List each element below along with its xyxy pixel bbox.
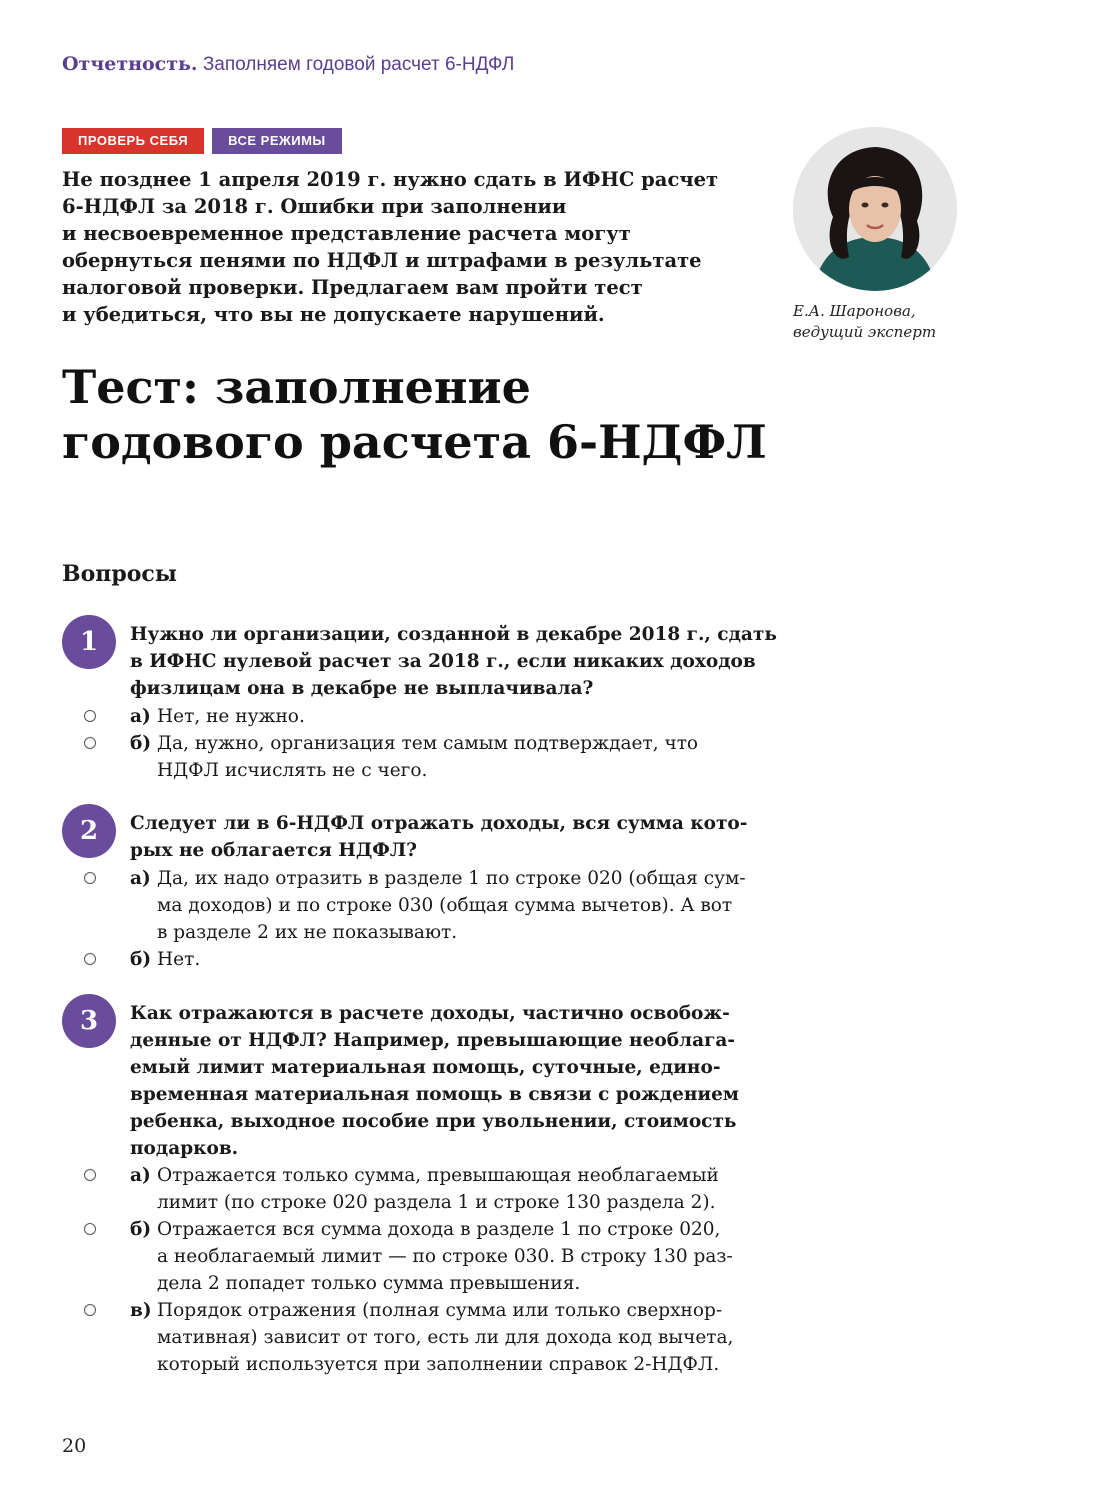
lead-line: Не позднее 1 апреля 2019 г. нужно сдать в ИФНС расчет	[62, 168, 719, 191]
author-name: Е.А. Шаронова,	[793, 302, 916, 320]
lead-paragraph	[62, 166, 752, 328]
question-line: физлицам она в декабре не выплачивала?	[130, 678, 594, 699]
question-line: Как отражаются в расчете доходы, частично освобож-	[130, 1003, 730, 1024]
author-photo	[793, 127, 957, 291]
question-number-badge: 3	[62, 994, 116, 1048]
answer-text	[157, 703, 742, 730]
lead-line: обернуться пенями по НДФЛ и штрафами в результате	[62, 249, 702, 272]
tag-all-regimes: ВСЕ РЕЖИМЫ	[212, 128, 342, 154]
radio-button[interactable]	[84, 872, 96, 884]
answer-line: Нет, не нужно.	[157, 706, 305, 727]
answer-letter: а)	[130, 1165, 151, 1186]
radio-button[interactable]	[84, 1223, 96, 1235]
answer-text	[157, 865, 746, 946]
author-portrait-icon	[793, 127, 957, 291]
answer-text	[157, 1162, 742, 1216]
answer-line: а необлагаемый лимит — по строке 030. В строку 130 раз-	[157, 1246, 733, 1267]
answer-letter: б)	[130, 733, 152, 754]
answer-text	[157, 946, 742, 973]
lead-line: налоговой проверки. Предлагаем вам пройти тест	[62, 276, 643, 299]
lead-line: и убедиться, что вы не допускаете нарушений.	[62, 303, 605, 326]
tags	[62, 128, 342, 154]
radio-button[interactable]	[84, 710, 96, 722]
answer-line: НДФЛ исчислять не с чего.	[157, 760, 428, 781]
radio-button[interactable]	[84, 737, 96, 749]
answer-line: Порядок отражения (полная сумма или только сверхнор-	[157, 1300, 723, 1321]
question-text	[130, 1000, 740, 1162]
answer-line: ма доходов) и по строке 030 (общая сумма вычетов). А вот	[157, 895, 733, 916]
answer-line: Да, нужно, организация тем самым подтверждает, что	[157, 733, 699, 754]
answer-line: Отражается вся сумма дохода в разделе 1 по строке 020,	[157, 1219, 721, 1240]
lead-line: 6-НДФЛ за 2018 г. Ошибки при заполнении	[62, 195, 567, 218]
question-number-badge: 2	[62, 804, 116, 858]
question-line: емый лимит материальная помощь, суточные, едино-	[130, 1057, 721, 1078]
author-role: ведущий эксперт	[793, 323, 937, 341]
author-caption	[793, 301, 936, 343]
answer-letter: б)	[130, 949, 152, 970]
answer-line: дела 2 попадет только сумма превышения.	[157, 1273, 581, 1294]
question-number-badge: 1	[62, 615, 116, 669]
title-line: Тест: заполнение	[62, 360, 531, 414]
question-line: денные от НДФЛ? Например, превышающие необлага-	[130, 1030, 736, 1051]
question-line: в ИФНС нулевой расчет за 2018 г., если никаких доходов	[130, 651, 756, 672]
question-line: Следует ли в 6-НДФЛ отражать доходы, вся сумма кото-	[130, 813, 748, 834]
question-text	[130, 810, 748, 864]
running-head-section: Отчетность.	[62, 53, 198, 75]
question-line: Нужно ли организации, созданной в декабре 2018 г., сдать	[130, 624, 777, 645]
answer-text	[157, 1216, 742, 1297]
answer-line: лимит (по строке 020 раздела 1 и строке 130 раздела 2).	[157, 1192, 716, 1213]
answer-text	[157, 730, 742, 784]
tag-check-yourself: ПРОВЕРЬ СЕБЯ	[62, 128, 204, 154]
question-text	[130, 621, 777, 702]
running-head-topic: Заполняем годовой расчет 6-НДФЛ	[202, 54, 515, 75]
answer-line: Нет.	[157, 949, 201, 970]
title-line: годового расчета 6-НДФЛ	[62, 415, 767, 469]
answer-letter: а)	[130, 706, 151, 727]
page-number: 20	[62, 1435, 87, 1457]
running-head	[62, 53, 514, 76]
answer-letter: в)	[130, 1300, 152, 1321]
question-line: ребенка, выходное пособие при увольнении, стоимость	[130, 1111, 737, 1132]
answer-line: который используется при заполнении справок 2-НДФЛ.	[157, 1354, 720, 1375]
lead-line: и несвоевременное представление расчета могут	[62, 222, 631, 245]
answer-text	[157, 1297, 742, 1378]
radio-button[interactable]	[84, 1304, 96, 1316]
article-title	[62, 360, 822, 470]
answer-letter: а)	[130, 868, 151, 889]
radio-button[interactable]	[84, 1169, 96, 1181]
answer-line: Да, их надо отразить в разделе 1 по строке 020 (общая сум-	[157, 868, 746, 889]
questions-heading: Вопросы	[62, 561, 177, 587]
answer-line: в разделе 2 их не показывают.	[157, 922, 458, 943]
question-line: временная материальная помощь в связи с рождением	[130, 1084, 739, 1105]
question-line: рых не облагается НДФЛ?	[130, 840, 418, 861]
answer-letter: б)	[130, 1219, 152, 1240]
radio-button[interactable]	[84, 953, 96, 965]
answer-line: Отражается только сумма, превышающая необлагаемый	[157, 1165, 719, 1186]
question-line: подарков.	[130, 1138, 239, 1159]
answer-line: мативная) зависит от того, есть ли для дохода код вычета,	[157, 1327, 734, 1348]
